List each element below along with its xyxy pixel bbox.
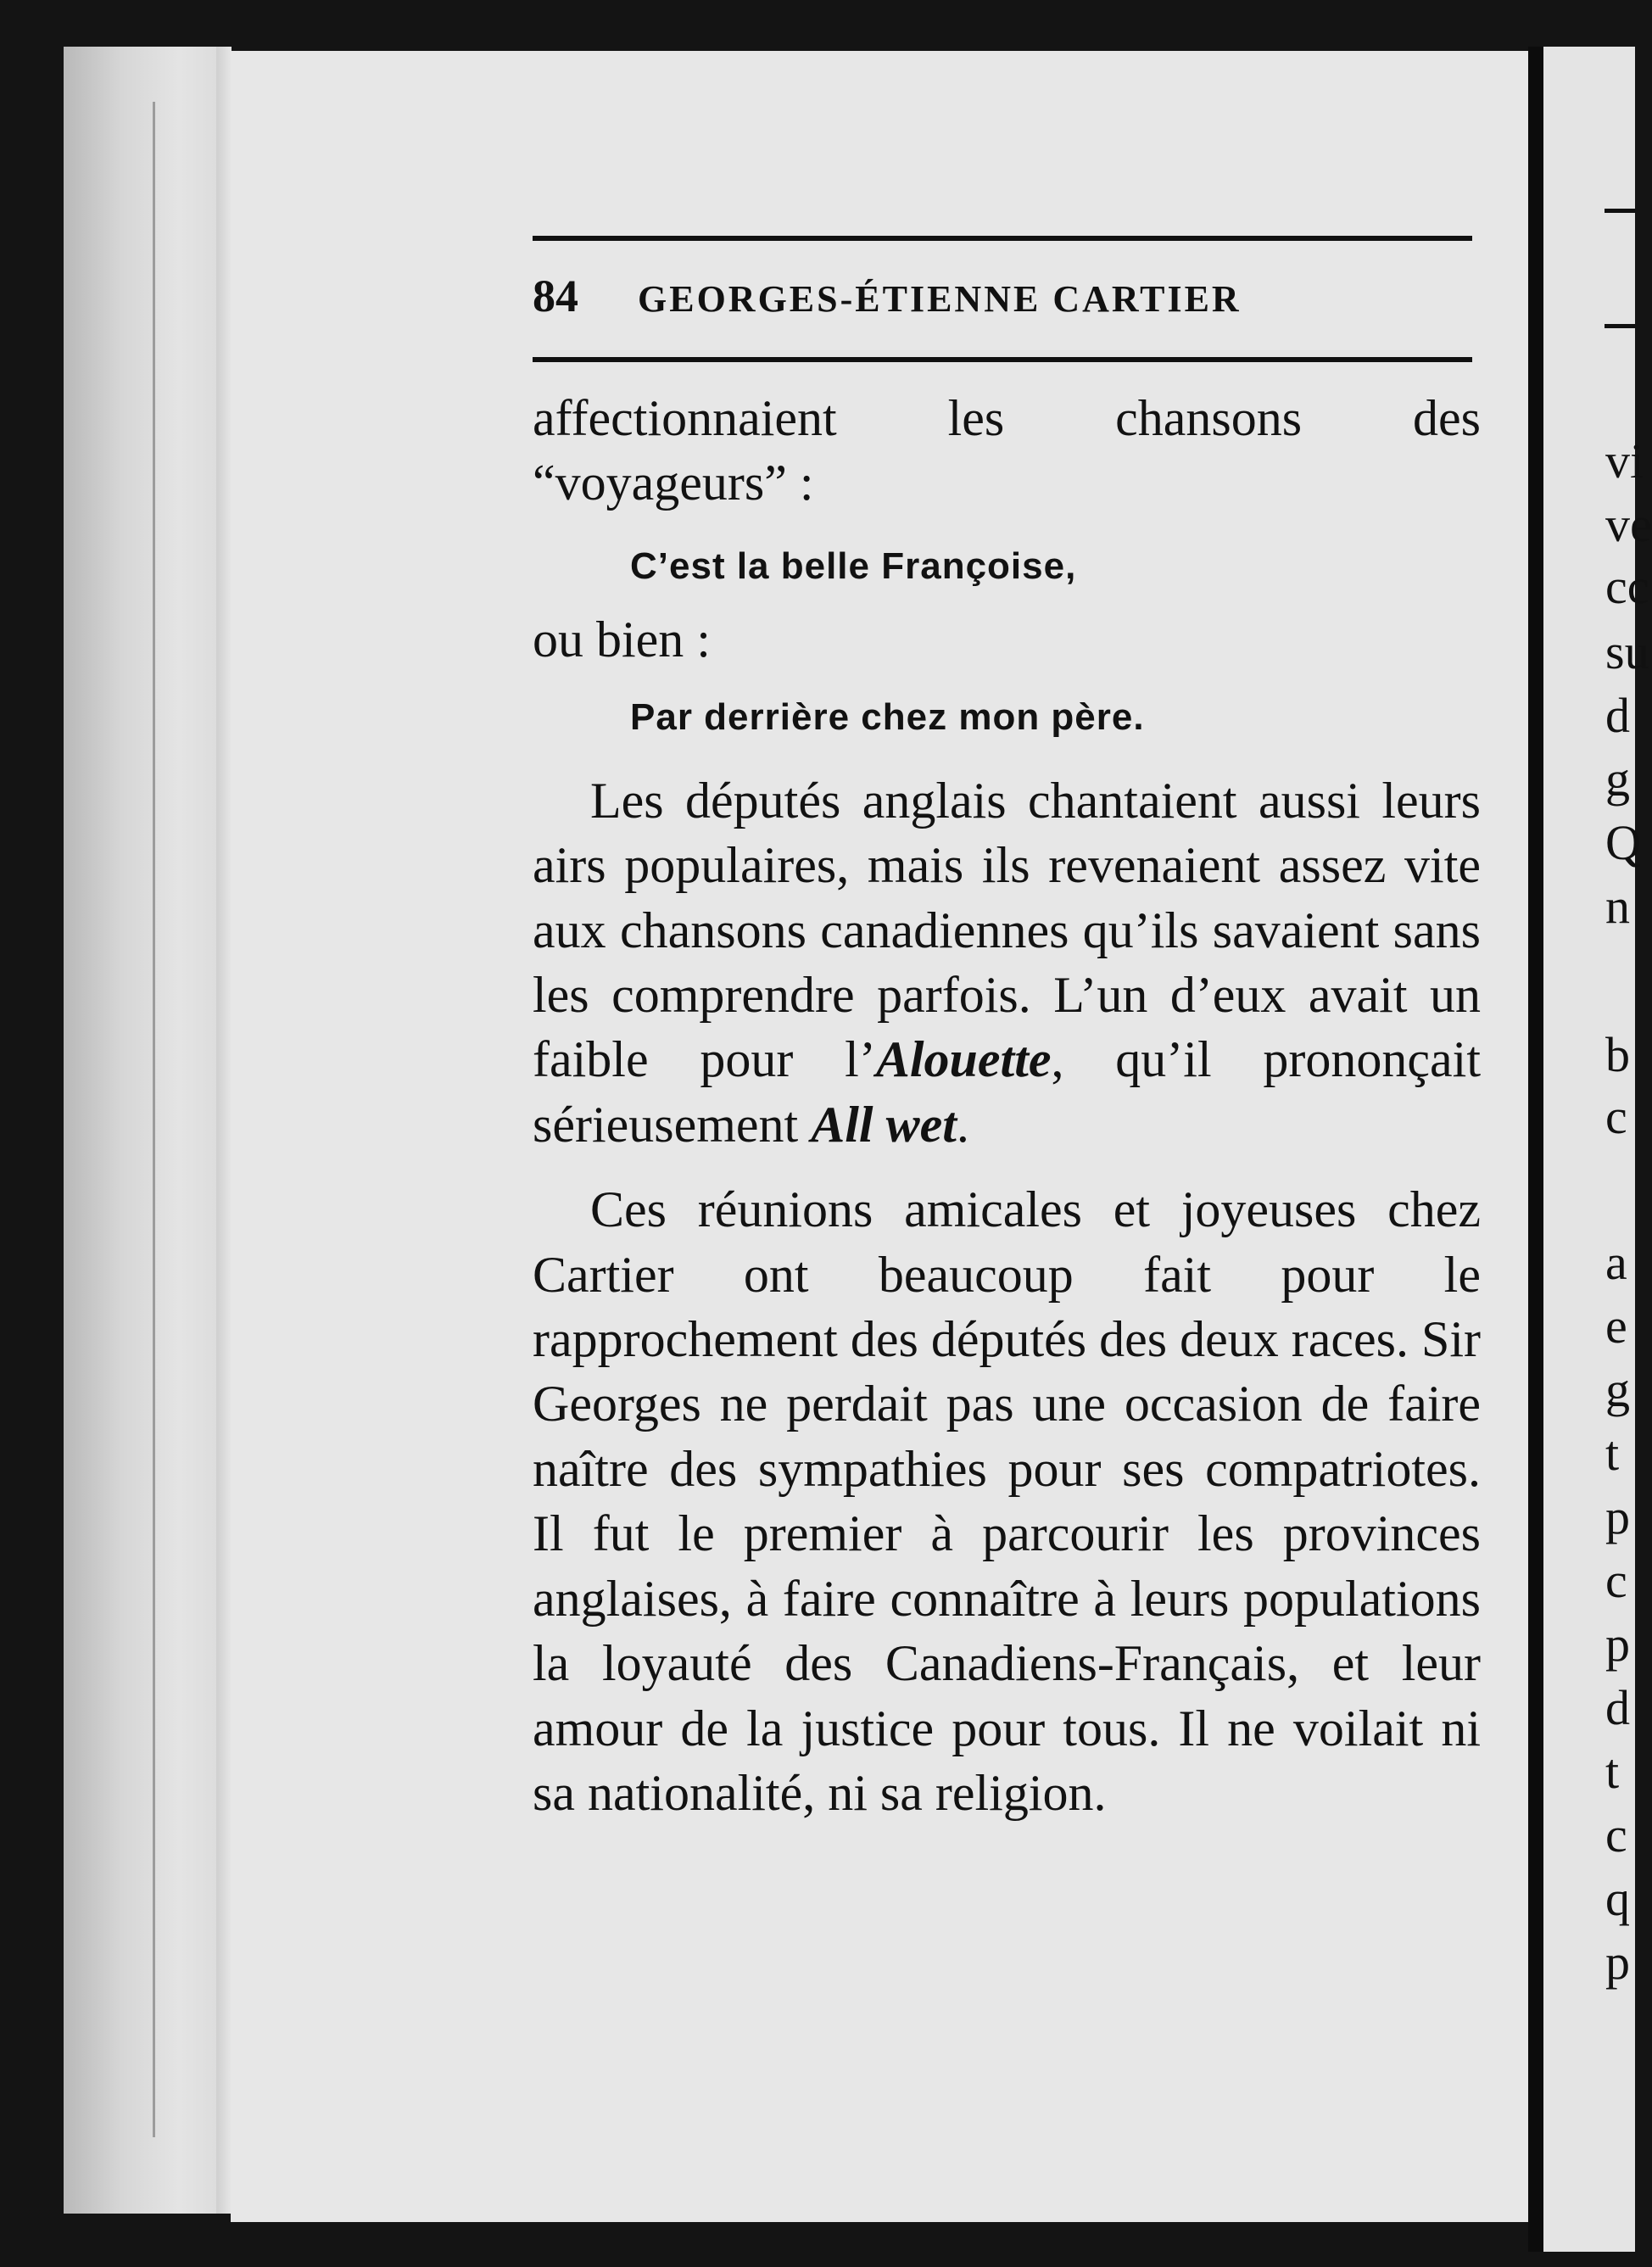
page-gutter [1528, 47, 1543, 2252]
page-number: 84 [533, 271, 578, 321]
next-page-fragment: c [1605, 1553, 1627, 1608]
song-title-1: C’est la belle Françoise, [630, 544, 1077, 587]
header-rule-bottom [533, 357, 1472, 362]
next-page-fragment: su [1605, 624, 1649, 679]
next-page-fragment: d [1605, 688, 1630, 743]
next-page-fragment: p [1605, 1489, 1630, 1544]
next-page-fragment: d [1605, 1680, 1630, 1735]
next-page-fragment: q [1605, 1871, 1630, 1926]
next-page-fragment: vi [1605, 433, 1644, 489]
next-page-fragment: Q [1605, 815, 1641, 870]
paragraph-2-part-c: . [956, 1096, 969, 1153]
text-line-2: “voyageurs” : [533, 455, 814, 511]
next-page-rule-2 [1605, 324, 1635, 328]
book-edge-line [153, 102, 155, 2137]
paragraph-2-part-a: Les députés anglais chantaient aussi leurs airs populaires, mais ils revenaient assez vite aux chansons canadiennes qu’ils savaient sans les comprendre parfois. L’un d’eux avait un faible pour l’ [533, 772, 1481, 1088]
next-page-fragment: t [1605, 1426, 1620, 1481]
italic-all-wet: All wet [811, 1096, 957, 1153]
next-page-fragment: c [1605, 1089, 1627, 1144]
ou-bien: ou bien : [533, 611, 711, 667]
next-page-fragment: t [1605, 1744, 1620, 1799]
paragraph-2 [533, 768, 1481, 1157]
book-edge-shadow [216, 47, 232, 2214]
book-edge [64, 47, 229, 2214]
next-page-fragment: ve [1605, 497, 1652, 552]
next-page-fragment: b [1605, 1027, 1630, 1082]
italic-alouette: Alouette [875, 1031, 1052, 1088]
next-page-fragment: e [1605, 1298, 1627, 1354]
next-page-fragment: c [1605, 1807, 1627, 1862]
next-page-fragment: a [1605, 1235, 1627, 1290]
next-page-fragment: g [1605, 1362, 1630, 1417]
text-line-1: affectionnaient les chansons des [533, 390, 1481, 446]
next-page-fragment: cc [1605, 559, 1649, 614]
song-title-2: Par derrière chez mon père. [630, 695, 1145, 738]
next-page-fragment: n [1605, 879, 1630, 934]
next-page-fragment: g [1605, 751, 1630, 807]
running-head [533, 270, 1472, 338]
paragraph-3: Ces réunions amicales et joyeuses chez Cartier ont beaucoup fait pour le rapprochement des députés des deux races. Sir Georges ne perdait pas une occasion de faire naître des sympathies pour ses compatriotes. Il fut le premier à parcourir les provinces anglaises, à faire connaître à leurs populations la loyauté des Canadiens-Français, et leur amour de la justice pour tous. Il ne voilait ni sa nationalité, ni sa religion. [533, 1181, 1481, 1821]
next-page-fragment: p [1605, 1935, 1630, 1990]
running-title: GEORGES-ÉTIENNE CARTIER [638, 278, 1242, 320]
next-page-fragment: p [1605, 1616, 1630, 1672]
page-body [533, 386, 1481, 1825]
paragraph-2-part-b: , qu’il prononçait sérieusement [533, 1031, 1482, 1153]
next-page-rule-1 [1605, 209, 1635, 213]
header-rule-top [533, 236, 1472, 241]
